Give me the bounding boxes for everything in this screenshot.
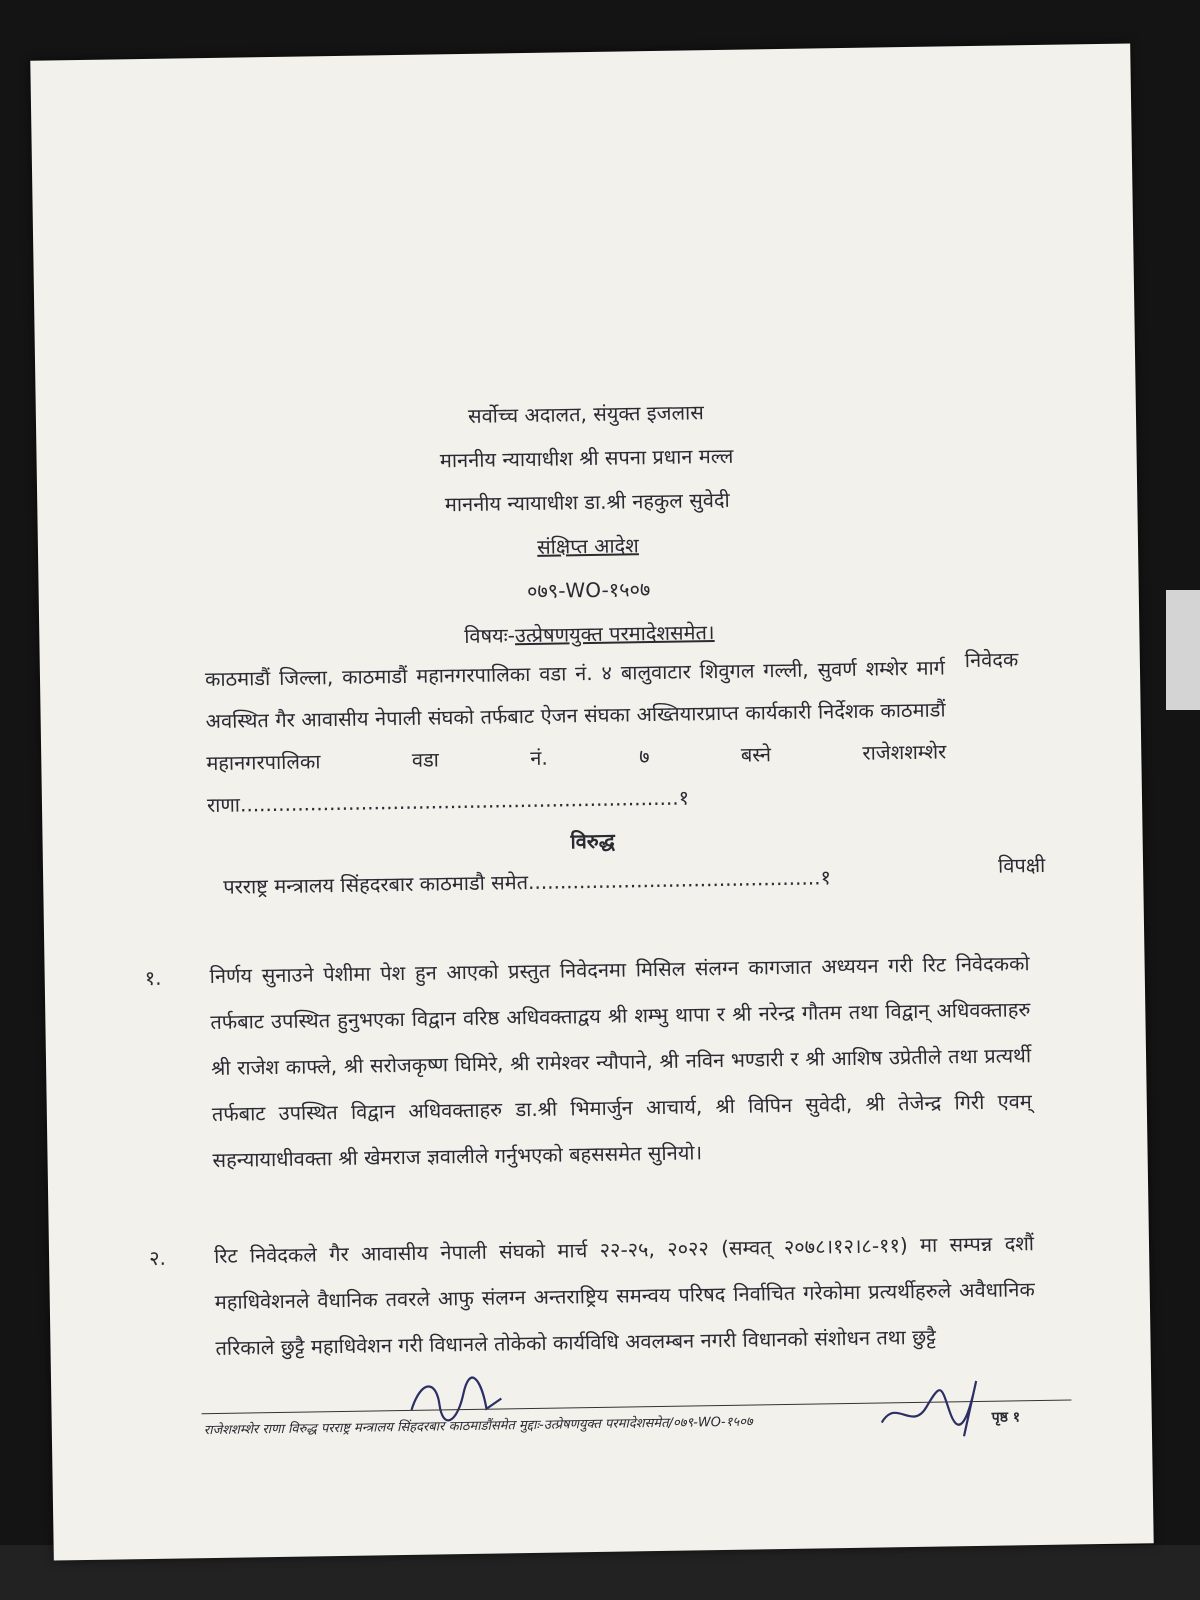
page-number: पृष्ठ १ (991, 1409, 1021, 1426)
versus-label: विरुद्ध (570, 828, 615, 854)
document-page (30, 43, 1153, 1560)
document-header (36, 383, 1140, 664)
justice-2: माननीय न्यायाधीश डा.श्री नहकुल सुवेदी (444, 487, 730, 517)
paragraph-number: २. (148, 1245, 167, 1271)
respondent-role: विपक्षी (997, 852, 1046, 878)
background-glare (1166, 590, 1200, 710)
case-number: ०७९-WO-१५०७ (526, 577, 651, 603)
subject-value: उत्प्रेषणयुक्त परमादेशसमेत। (514, 620, 715, 648)
court-name: सर्वोच्च अदालत, संयुक्त इजलास (467, 400, 704, 428)
order-title: संक्षिप्त आदेश (536, 533, 639, 559)
paragraph-body: निर्णय सुनाउने पेशीमा पेश हुन आएको प्रस्तुत निवेदनमा मिसिल संलग्न कागजात अध्ययन गरी रिट निवेदकको तर्फबाट उपस्थित हुनुभएका विद्वान वरिष्ठ अधिवक्ताद्वय श्री शम्भु थापा र श्री नरेन्द्र गौतम तथा विद्वान् अधिवक्ताहरु श्री राजेश काफ्ले, श्री सरोजकृष्ण घिमिरे, श्री रामेश्वर न्यौपाने, श्री नविन भण्डारी र श्री आशिष उप्रेतीले तथा प्रत्यर्थी तर्फबाट उपस्थित विद्वान अधिवक्ताहरु डा.श्री भिमार्जुन आचार्य, श्री विपिन सुवेदी, श्री तेजेन्द्र गिरी एवम् सहन्यायाधीवक्ता श्री खेमराज ज्ञवालीले गर्नुभएको बहससमेत सुनियो। (209, 951, 1032, 1173)
paragraph-body: रिट निवेदकले गैर आवासीय नेपाली संघको मार्च २२-२५, २०२२ (सम्वत् २०७८।१२।८-११) मा सम्पन्न दशौं महाधिवेशनले वैधानिक तवरले आफु संलग्न अन्तराष्ट्रिय समन्वय परिषद निर्वाचित गरेकोमा प्रत्यर्थीहरुले अवैधानिक तरिकाले छुट्टै महाधिवेशन गरी विधानले तोकेको कार्यविधि अवलम्बन नगरी विधानको संशोधन तथा छुट्टै (213, 1231, 1035, 1360)
paragraph-number: १. (144, 965, 162, 991)
petitioner-details: काठमाडौं जिल्ला, काठमाडौं महानगरपालिका वडा नं. ४ बालुवाटार शिवुगल गल्ली, सुवर्ण शम्शेर मार्ग अवस्थित गैर आवासीय नेपाली संघको तर्फबाट ऐजन संघका अख्तियारप्राप्त कार्यकारी निर्देशक काठमाडौं महानगरपालिका वडा नं. ७ बस्ने राजेशशम्शेर राणा.....................................................................१ (204, 655, 947, 818)
petitioner-role: निवेदक (964, 647, 1019, 673)
footer-case-reference: राजेशशम्शेर राणा विरुद्ध परराष्ट्र मन्त्रालय सिंहदरबार काठमाडौंसमेत मुद्दाः-उत्प्रेषणयुक्त परमादेशसमेत/०७९-WO-१५०७ (203, 1414, 753, 1439)
justice-1: माननीय न्यायाधीश श्री सपना प्रधान मल्ल (439, 443, 734, 473)
respondent-details: परराष्ट्र मन्त्रालय सिंहदरबार काठमाडौ समेत..............................................१ (223, 865, 832, 899)
subject-label: विषयः- (464, 623, 516, 648)
signature (871, 1366, 992, 1443)
